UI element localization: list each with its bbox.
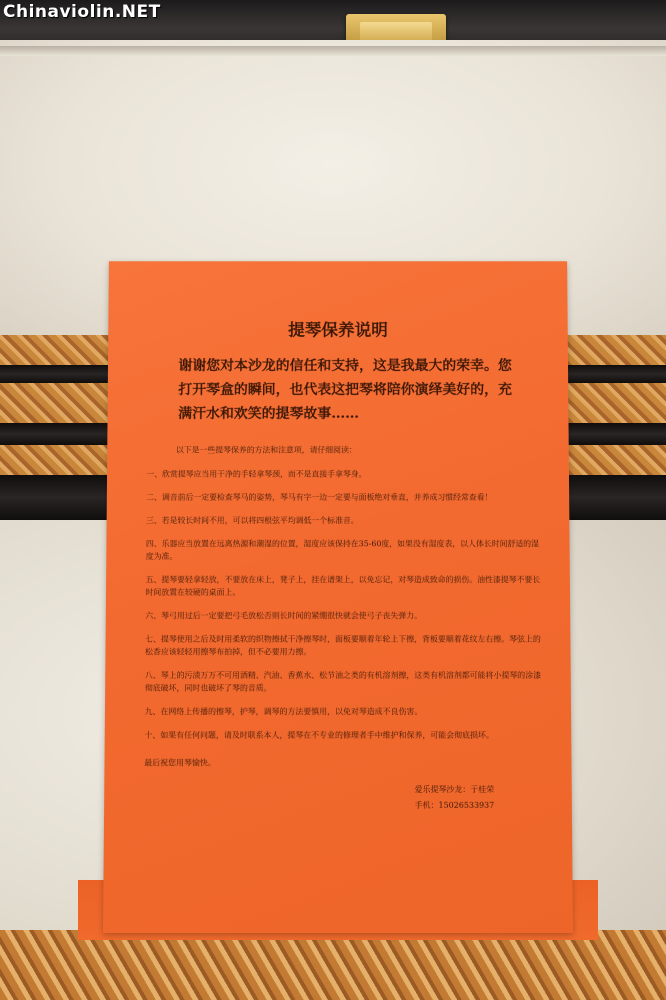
care-instructions-sheet — [103, 261, 573, 933]
letter-signature: 爱乐提琴沙龙：于桂荣 — [414, 785, 495, 794]
care-item: 四、乐器应当放置在远离热源和潮湿的位置，湿度应该保持在35-60度，如果没有湿度表，以人体长时间舒适的湿度为准。 — [145, 539, 540, 561]
care-item: 二、调音前后一定要检查琴马的姿势，琴马有字一边一定要与面板绝对垂直，并养成习惯经常查看！ — [146, 492, 493, 502]
care-item: 十、如果有任何问题，请及时联系本人，提琴在不专业的修理者手中维护和保养，可能会彻底损坏。 — [144, 730, 494, 740]
care-items — [144, 468, 541, 753]
care-item: 九、在网络上传播的擦琴，护琴，调琴的方法要慎用，以免对琴造成不良伤害。 — [144, 707, 423, 717]
letter-closing: 最后祝您用琴愉快。 — [144, 758, 216, 768]
care-item: 八、琴上的污渍万万不可用酒精、汽油、香蕉水、松节油之类的有机溶剂擦，这类有机溶剂都可能将小提琴的涂漆彻底破坏，同时也破坏了琴的音质。 — [144, 670, 542, 693]
letter-intro: 谢谢您对本沙龙的信任和支持，这是我最大的荣幸。您打开琴盒的瞬间，也代表这把琴将陪你演绎美好的，充满汗水和欢笑的提琴故事…… — [178, 358, 512, 422]
care-item: 三、若是较长时间不用，可以将四根弦平均调低一个标准音。 — [145, 516, 359, 525]
care-item: 五、提琴要轻拿轻放，不要放在床上，凳子上，挂在谱架上，以免忘记，对琴造成致命的损伤。油性漆提琴不要长时间放置在较硬的桌面上。 — [145, 575, 541, 597]
care-item: 一、欣赏提琴应当用干净的手轻拿琴颈，而不是直接手拿琴身。 — [146, 469, 367, 479]
letter-lead: 以下是一些提琴保养的方法和注意项，请仔细阅读： — [175, 445, 357, 455]
site-watermark: Chinaviolin.NET — [3, 2, 161, 22]
care-item: 七、提琴使用之后及时用柔软的织物擦拭干净擦琴时，面板要顺着年轮上下擦，背板要顺着花纹左右擦。琴弦上的松香应该轻轻用擦琴布拍掉，但不必要用力擦。 — [145, 634, 541, 657]
letter-title: 提琴保养说明 — [288, 321, 388, 341]
bottom-brocade — [0, 930, 666, 1000]
care-item: 六、琴弓用过后一定要把弓毛放松否则长时间的紧绷很快就会使弓子丧失弹力。 — [145, 611, 423, 621]
letter-phone: 手机：15026533937 — [414, 800, 495, 810]
